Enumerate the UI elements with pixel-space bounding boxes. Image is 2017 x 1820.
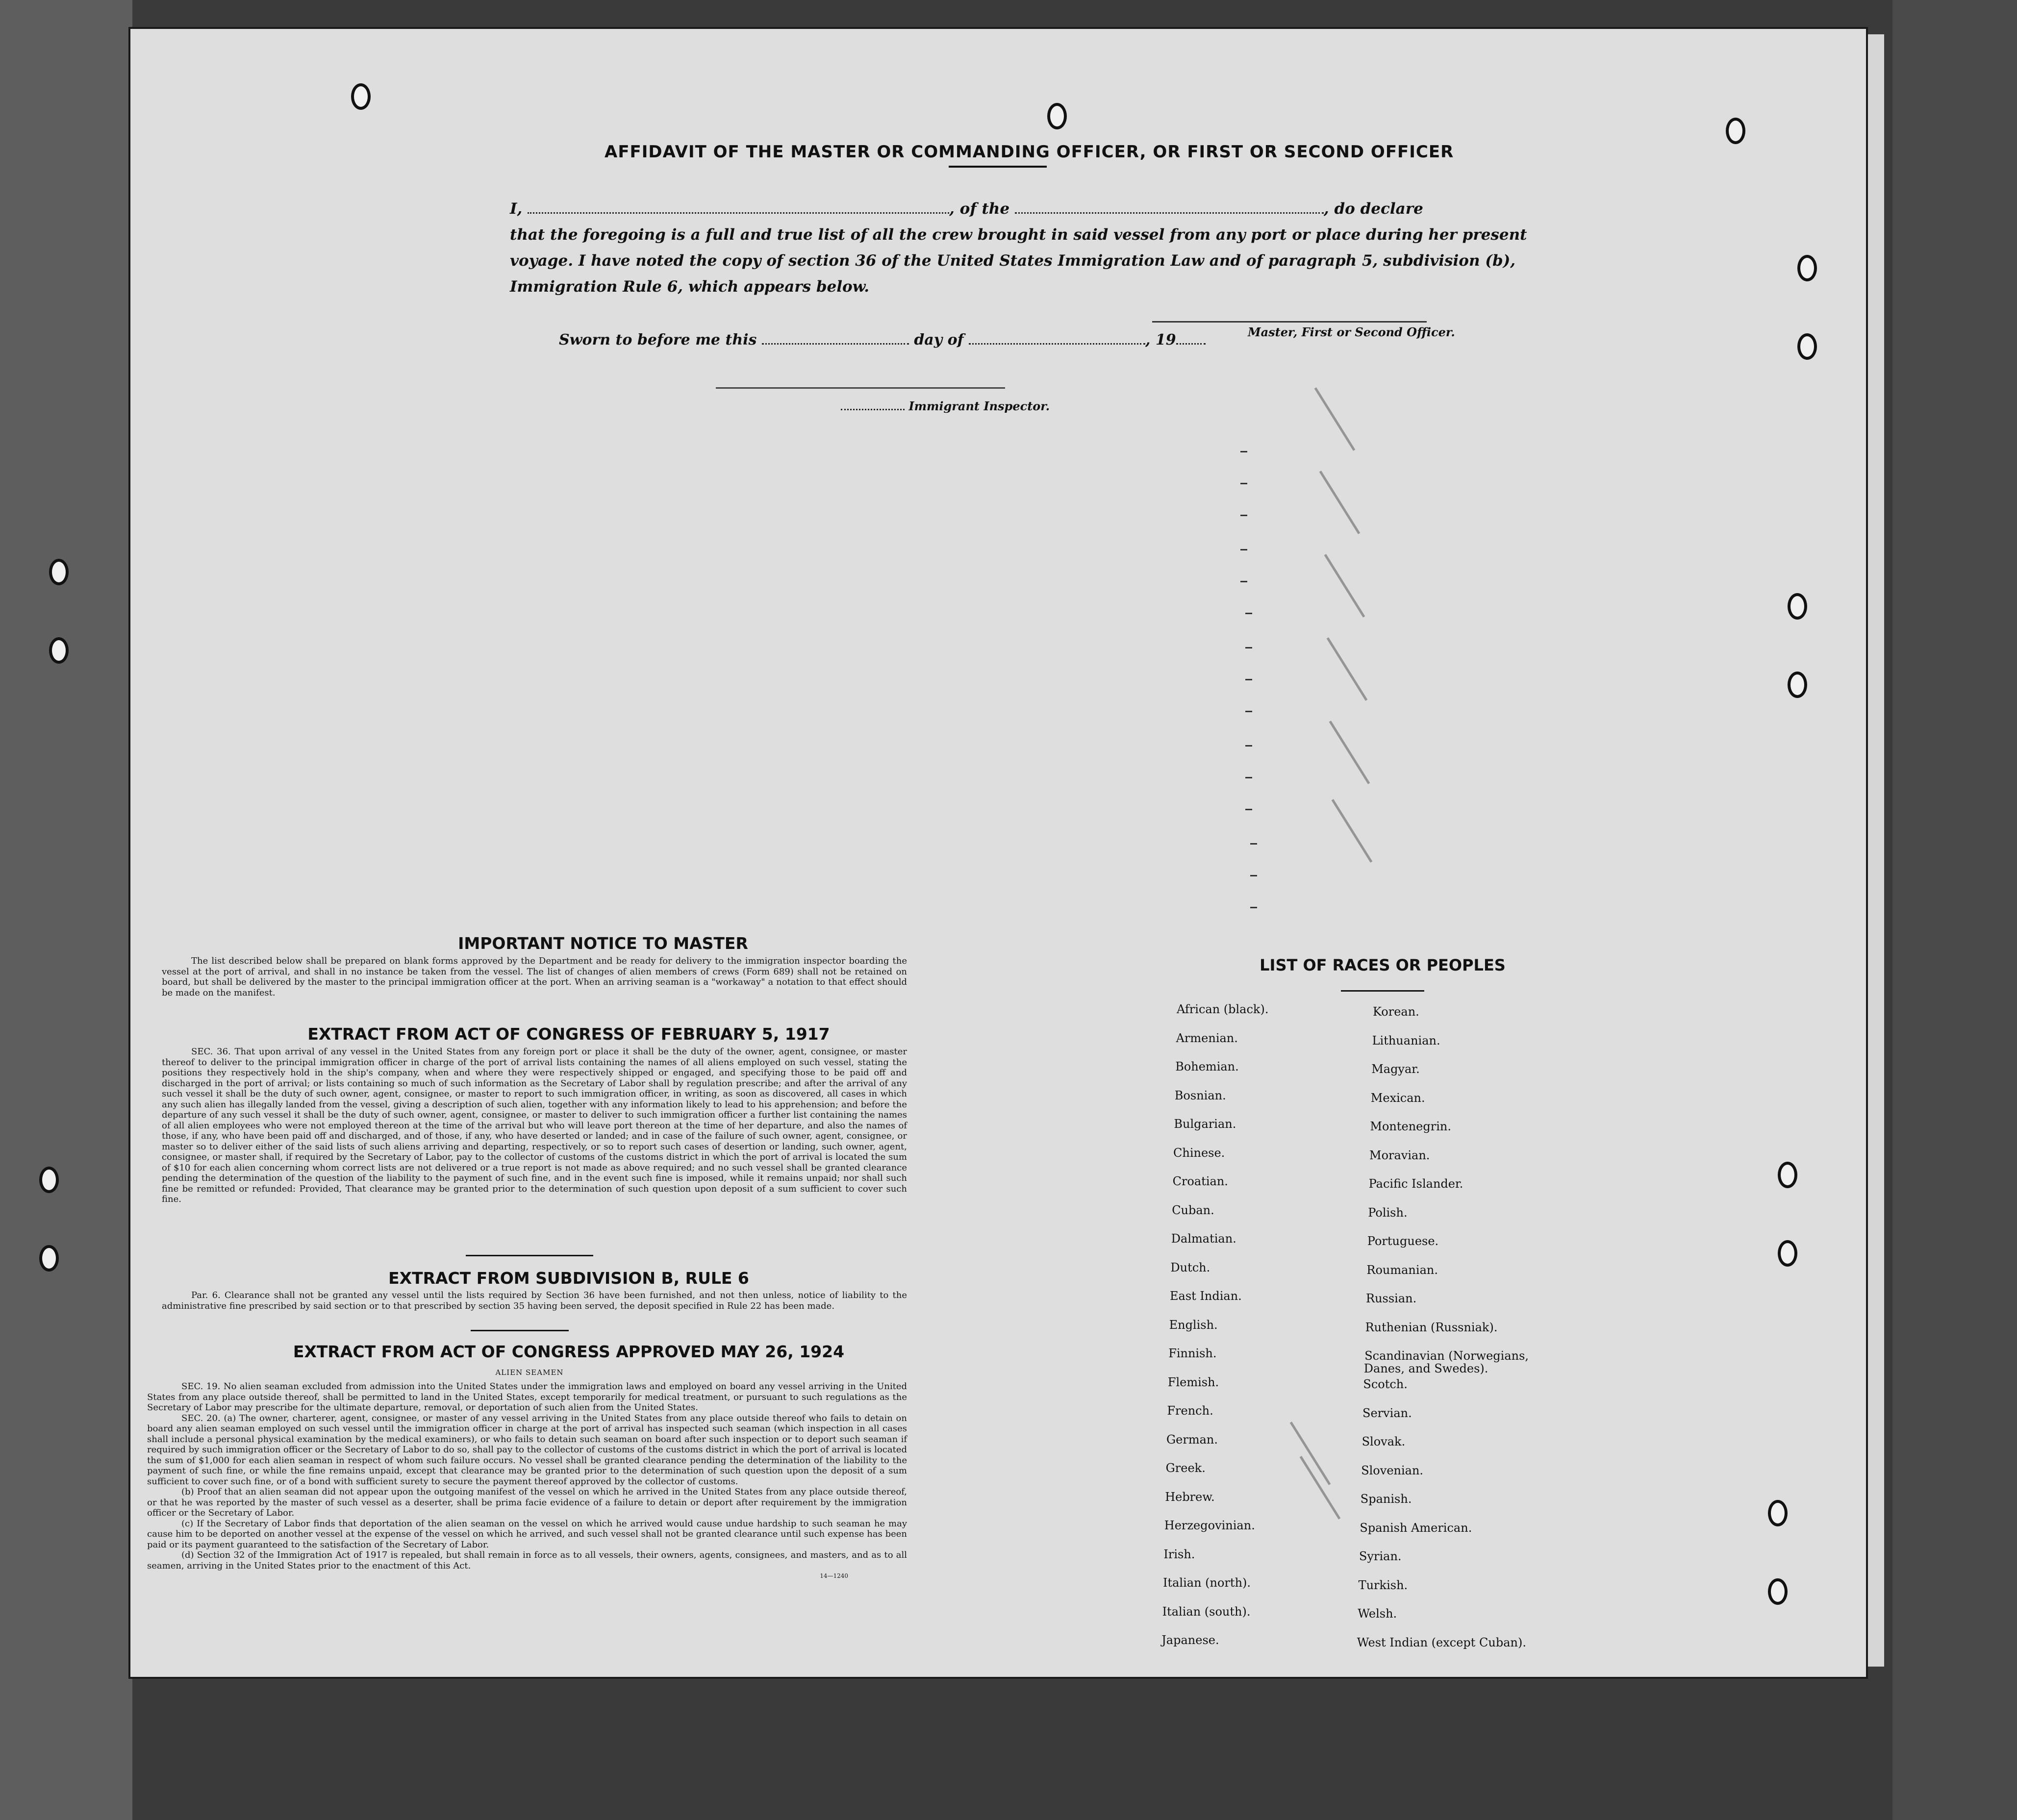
separator-rule bbox=[471, 1330, 569, 1331]
notice-heading: IMPORTANT NOTICE TO MASTER bbox=[458, 934, 748, 953]
declaration-of-the: , of the bbox=[949, 200, 1010, 218]
day-of-text: day of bbox=[914, 331, 964, 349]
race-right-item: Slovak. bbox=[1361, 1435, 1406, 1448]
punch-hole bbox=[1047, 103, 1067, 129]
race-left-item: Bosnian. bbox=[1174, 1088, 1226, 1102]
title-underline bbox=[949, 166, 1047, 168]
punch-hole bbox=[49, 559, 69, 585]
scan-background-left bbox=[0, 0, 132, 1820]
punch-hole bbox=[1788, 672, 1807, 698]
inspector-label-row bbox=[841, 399, 1050, 413]
race-left-item: Italian (south). bbox=[1162, 1604, 1251, 1619]
race-left-item: Bulgarian. bbox=[1174, 1117, 1236, 1131]
declaration-do-declare: , do declare bbox=[1323, 200, 1423, 218]
race-right-item: Magyar. bbox=[1371, 1062, 1420, 1076]
race-right-item: Turkish. bbox=[1358, 1578, 1408, 1592]
declaration-text bbox=[510, 196, 1527, 300]
sworn-text: Sworn to before me this bbox=[559, 331, 757, 349]
race-right-item: Spanish. bbox=[1360, 1492, 1412, 1506]
races-heading: LIST OF RACES OR PEOPLES bbox=[1260, 956, 1506, 974]
scan-background-right bbox=[1892, 0, 2017, 1820]
race-right-item: Korean. bbox=[1373, 1005, 1419, 1019]
race-right-item: Montenegrin. bbox=[1370, 1120, 1451, 1133]
extract-1917-body: SEC. 36. That upon arrival of any vessel in the United States from any foreign port or place it shall be the duty of the owner, agent, consignee, or master thereof to deliver to the principal immigration officer in charge of the port of arrival lists containing the names of all aliens employed on such vessel, stating the positions they respectively hold in the ship's company, when and where they were respectively shipped or engaged, and specifying those to be paid off and discharged in the port of arrival; or lists containing so much of such information as the Secretary of Labor shall by regulation prescribe; and after the arrival of any such vessel it shall be the duty of such owner, agent, consignee, or master to report to such immigration officer, in writing, as soon as discovered, all cases in which any such alien has illegally landed from the vessel, giving a description of such alien, together with any information likely to lead to his apprehension; and before the departure of any such vessel it shall be the duty of such owner, agent, consignee, or master to deliver to such immigration officer a further list containing the names of all alien employees who were not employed thereon at the time of the arrival but who will leave port thereon at the time of her departure, and also the names of those, if any, who have been paid off and discharged, and of those, if any, who have deserted or landed; and in case of the failure of such owner, agent, consignee, or master so to deliver either of the said lists of such aliens arriving and departing, respectively, or so to report such cases of desertion or landing, such owner, agent, consignee, or master shall, if required by the Secretary of Labor, pay to the collector of customs of the customs district in which the port of arrival is located the sum of $10 for each alien concerning whom correct lists are not delivered or a true report is not made as above required; and no such vessel shall be granted clearance pending the determination of the question of the liability to the payment of such fine, and in the event such fine is imposed, while it remains unpaid; nor shall such fine be remitted or refunded: Provided, That clearance may be granted prior to the determination of such question upon deposit of a sum sufficient to cover such fine. bbox=[162, 1047, 907, 1204]
inspector-signature-line bbox=[716, 387, 1005, 389]
race-right-item: Lithuanian. bbox=[1372, 1033, 1440, 1047]
separator-rule bbox=[466, 1255, 593, 1256]
race-left-item: Finnish. bbox=[1168, 1346, 1217, 1360]
race-left-item: Hebrew. bbox=[1165, 1490, 1215, 1504]
punch-hole bbox=[1768, 1578, 1788, 1605]
alien-seamen-subheading: ALIEN SEAMEN bbox=[495, 1368, 564, 1377]
sworn-month-blank bbox=[969, 333, 1145, 345]
declaration-line-2: that the foregoing is a full and true list of all the crew brought in said vessel from any port or place during her present bbox=[510, 226, 1527, 244]
race-right-item: Roumanian. bbox=[1366, 1263, 1438, 1277]
race-right-item: Welsh. bbox=[1358, 1607, 1397, 1621]
inspector-label: Immigrant Inspector. bbox=[908, 399, 1050, 413]
sec-20c-text: (c) If the Secretary of Labor finds that deportation of the alien seaman on the vessel on which he arrived would cause undue hardship to such seaman he may cause him to be deported on another vessel at the expense of the vessel on which he arrived, and such vessel shall not be granted clearance until such expense has been paid or its payment guaranteed to the satisfaction of the Secretary of Labor. bbox=[147, 1518, 907, 1550]
race-right-item: Mexican. bbox=[1370, 1091, 1425, 1105]
race-left-item: Herzegovinian. bbox=[1164, 1519, 1255, 1532]
race-right-item: West Indian (except Cuban). bbox=[1357, 1635, 1526, 1649]
races-underline bbox=[1341, 990, 1424, 992]
sec-19-text: SEC. 19. No alien seaman excluded from admission into the United States under the immigration laws and employed on board any vessel arriving in the United States from any place outside thereof, shall be permitted to land in the United States, except temporarily for medical treatment, or pursuant to such regulations as the Secretary of Labor may prescribe for the ultimate departure, removal, or deportation of such alien from the United States. bbox=[147, 1381, 907, 1413]
punch-hole bbox=[49, 637, 69, 664]
extract-1924-heading: EXTRACT FROM ACT OF CONGRESS APPROVED MAY 26, 1924 bbox=[293, 1342, 845, 1361]
race-left-item: African (black). bbox=[1177, 1002, 1269, 1016]
race-right-item: Slovenian. bbox=[1361, 1463, 1424, 1477]
race-left-item: Cuban. bbox=[1172, 1203, 1214, 1217]
race-left-item: Greek. bbox=[1165, 1461, 1206, 1475]
year-blank bbox=[1176, 333, 1206, 345]
race-left-item: Chinese. bbox=[1173, 1146, 1225, 1160]
declaration-line-4: Immigration Rule 6, which appears below. bbox=[510, 278, 870, 296]
race-right-item: Portuguese. bbox=[1367, 1234, 1439, 1248]
declaration-i: I, bbox=[510, 200, 523, 218]
punch-hole bbox=[1768, 1500, 1788, 1526]
race-right-item: Syrian. bbox=[1359, 1549, 1402, 1563]
race-right-item: Russian. bbox=[1366, 1292, 1417, 1305]
race-right-item: Spanish American. bbox=[1360, 1521, 1472, 1535]
race-left-item: Dalmatian. bbox=[1171, 1232, 1236, 1246]
punch-hole bbox=[39, 1245, 59, 1272]
race-left-item: English. bbox=[1169, 1318, 1218, 1332]
race-right-item: Polish. bbox=[1368, 1205, 1408, 1220]
form-number: 14—1240 bbox=[820, 1572, 848, 1579]
sec-20d-text: (d) Section 32 of the Immigration Act of 1917 is repealed, but shall remain in force as to all vessels, their owners, agents, consignees, and masters, and as to all seamen, arriving in the United States prior to the enactment of this Act. bbox=[147, 1550, 907, 1571]
race-right-item: Danes, and Swedes). bbox=[1363, 1362, 1488, 1375]
race-left-item: French. bbox=[1167, 1404, 1213, 1418]
race-left-item: Croatian. bbox=[1172, 1174, 1228, 1188]
race-left-item: Irish. bbox=[1163, 1547, 1195, 1561]
extract-1917-heading: EXTRACT FROM ACT OF CONGRESS OF FEBRUARY 5, 1917 bbox=[307, 1024, 830, 1044]
race-left-item: Armenian. bbox=[1176, 1031, 1238, 1045]
race-left-item: German. bbox=[1166, 1432, 1218, 1446]
inspector-dots bbox=[841, 402, 905, 410]
sec-20b-text: (b) Proof that an alien seaman did not appear upon the outgoing manifest of the vessel on which he arrived in the United States from any place outside thereof, or that he was reported by the master of such vessel as a deserter, shall be prima facie evidence of a failure to detain or deport after requirement by the immigration officer or the Secretary of Labor. bbox=[147, 1487, 907, 1518]
punch-hole bbox=[1797, 255, 1817, 281]
punch-hole bbox=[1797, 333, 1817, 360]
sworn-day-blank bbox=[762, 333, 909, 345]
declaration-line-3: voyage. I have noted the copy of section 36 of the United States Immigration Law and of paragraph 5, subdivision (b), bbox=[510, 252, 1516, 270]
race-left-item: Japanese. bbox=[1161, 1633, 1219, 1647]
punch-hole bbox=[39, 1167, 59, 1193]
race-left-item: East Indian. bbox=[1170, 1289, 1242, 1303]
race-right-item: Scotch. bbox=[1363, 1377, 1408, 1391]
name-blank-line bbox=[528, 202, 949, 214]
race-right-item: Moravian. bbox=[1369, 1148, 1430, 1162]
master-signature-line bbox=[1152, 321, 1427, 323]
notice-body: The list described below shall be prepared on blank forms approved by the Department and be ready for delivery to the immigration inspector boarding the vessel at the port of arrival, and shall in no instance be taken from the vessel. The list of changes of alien members of crews (Form 689) shall not be retained on board, but shall be delivered by the master to the principal immigration officer at the port. When an arriving seaman is a "workaway" a notation to that effect should be made on the manifest. bbox=[162, 956, 907, 998]
master-signature-label: Master, First or Second Officer. bbox=[1248, 325, 1455, 339]
year-prefix: , 19 bbox=[1145, 331, 1176, 349]
race-left-item: Dutch. bbox=[1170, 1260, 1210, 1274]
punch-hole bbox=[1778, 1162, 1797, 1188]
extract-1924-body bbox=[147, 1381, 907, 1582]
sworn-line bbox=[559, 331, 1206, 349]
race-left-item: Flemish. bbox=[1167, 1375, 1219, 1389]
extract-rule6-body: Par. 6. Clearance shall not be granted any vessel until the lists required by Section 36 have been furnished, and not then unless, notice of liability to the administrative fine prescribed by said section or to that prescribed by section 35 having been served, the deposit specified in Rule 22 has been made. bbox=[162, 1290, 907, 1311]
punch-hole bbox=[1788, 593, 1807, 620]
race-right-item: Servian. bbox=[1362, 1406, 1412, 1420]
race-left-item: Italian (north). bbox=[1163, 1576, 1251, 1590]
vessel-blank-line bbox=[1015, 202, 1324, 214]
race-right-item: Scandinavian (Norwegians, bbox=[1364, 1349, 1529, 1363]
race-right-item: Ruthenian (Russniak). bbox=[1365, 1320, 1498, 1334]
extract-rule6-heading: EXTRACT FROM SUBDIVISION B, RULE 6 bbox=[388, 1269, 749, 1288]
punch-hole bbox=[1778, 1240, 1797, 1267]
sec-20a-text: SEC. 20. (a) The owner, charterer, agent, consignee, or master of any vessel arriving in the United States from any place outside thereof who fails to detain on board any alien seaman employed on such vessel until the immigration officer in charge at the port of arrival has inspected such seaman (which inspection in all cases shall include a personal physical examination by the medical examiners), or who fails to detain such seaman on board after such inspection or to deport such seaman if required by such immigration officer or the Secretary of Labor to do so, shall pay to the collector of customs of the customs district in which the port of arrival is located the sum of $1,000 for each alien seaman in respect of whom such failure occurs. No vessel shall be granted clearance pending the determination of the liability to the payment of such fine, or while the fine remains unpaid, except that clearance may be granted prior to the determination of such question upon the deposit of a sum sufficient to cover such fine, or of a bond with sufficient surety to secure the payment thereof approved by the collector of customs. bbox=[147, 1413, 907, 1487]
race-left-item: Bohemian. bbox=[1175, 1060, 1239, 1073]
affidavit-title: AFFIDAVIT OF THE MASTER OR COMMANDING OFFICER, OR FIRST OR SECOND OFFICER bbox=[605, 142, 1454, 162]
punch-hole bbox=[351, 83, 371, 110]
race-right-item: Pacific Islander. bbox=[1368, 1177, 1463, 1191]
punch-hole bbox=[1726, 118, 1745, 144]
